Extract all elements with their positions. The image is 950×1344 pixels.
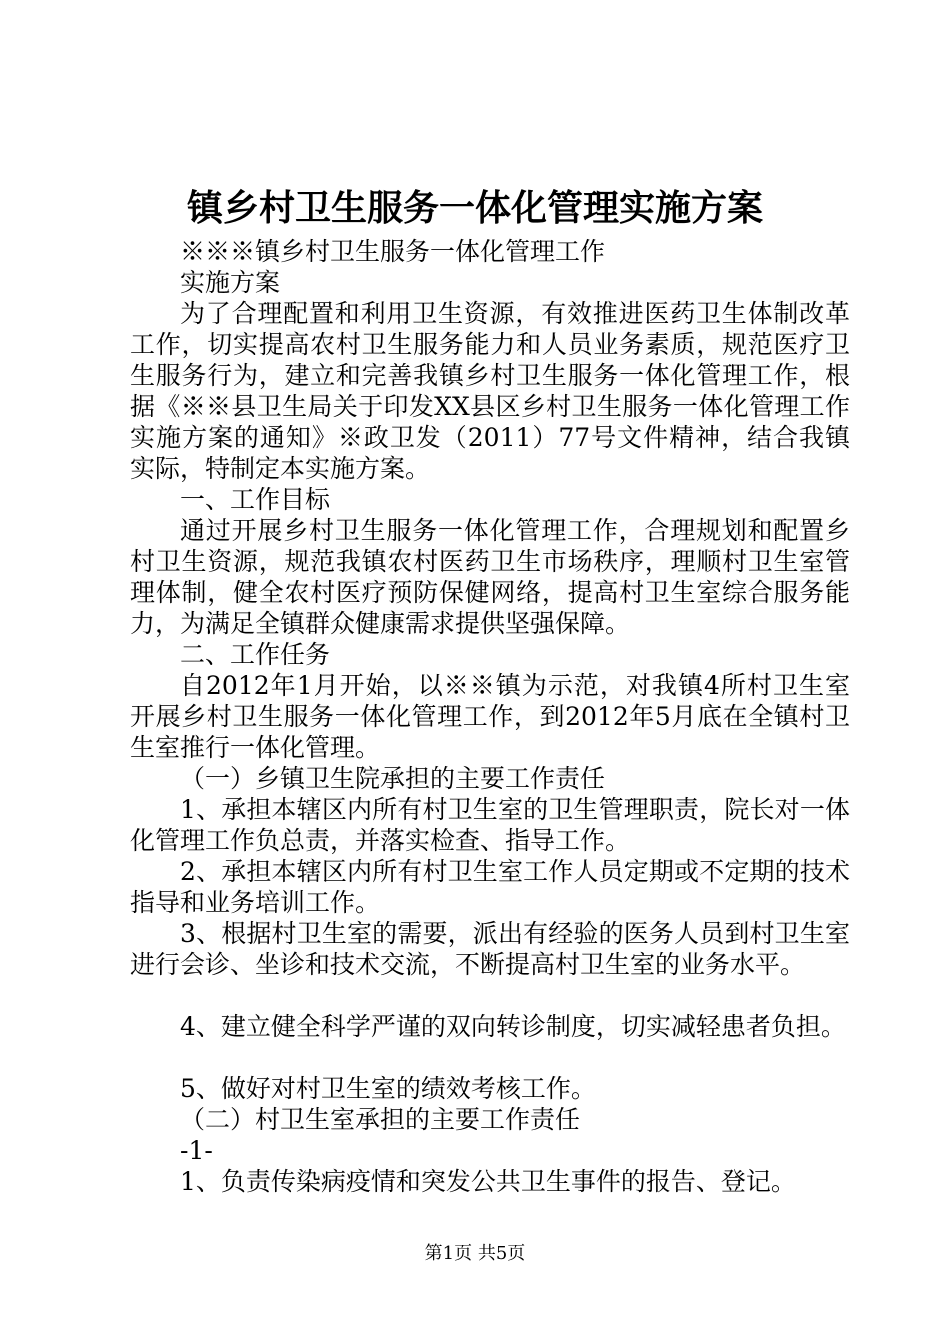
subtitle-line-2: 实施方案: [180, 268, 281, 297]
intro-paragraph: 为了合理配置和利用卫生资源，有效推进医药卫生体制改革工作，切实提高农村卫生服务能力和人员业务素质，规范医疗卫生服务行为，建立和完善我镇乡村卫生服务一体化管理工作，根据《※※县卫生局关于印发XX县区乡村卫生服务一体化管理工作实施方案的通知》※政卫发（2011）77号文件精神，结合我镇实际，特制定本实施方案。: [130, 299, 850, 483]
section-heading-goals: 一、工作目标: [180, 485, 331, 514]
subtitle-line-1: ※※※镇乡村卫生服务一体化管理工作: [180, 237, 606, 266]
list-item: 5、做好对村卫生室的绩效考核工作。: [180, 1074, 596, 1103]
page-marker: -1-: [180, 1136, 213, 1165]
list-item: 3、根据村卫生室的需要，派出有经验的医务人员到村卫生室进行会诊、坐诊和技术交流，不断提高村卫生室的业务水平。: [130, 919, 850, 979]
subsection-heading-township: （一）乡镇卫生院承担的主要工作责任: [180, 764, 606, 793]
section-heading-tasks: 二、工作任务: [180, 640, 331, 669]
document-title: 镇乡村卫生服务一体化管理实施方案: [186, 187, 763, 229]
document-body: [130, 236, 850, 1197]
subsection-heading-village: （二）村卫生室承担的主要工作责任: [180, 1105, 581, 1134]
tasks-paragraph: 自2012年1月开始，以※※镇为示范，对我镇4所村卫生室开展乡村卫生服务一体化管理工作，到2012年5月底在全镇村卫生室推行一体化管理。: [130, 671, 850, 762]
list-item: 1、承担本辖区内所有村卫生室的卫生管理职责，院长对一体化管理工作负总责，并落实检查、指导工作。: [130, 795, 850, 855]
list-item: 2、承担本辖区内所有村卫生室工作人员定期或不定期的技术指导和业务培训工作。: [130, 857, 850, 917]
list-item: 1、负责传染病疫情和突发公共卫生事件的报告、登记。: [180, 1167, 796, 1196]
list-item: 4、建立健全科学严谨的双向转诊制度，切实减轻患者负担。: [180, 1012, 846, 1041]
page-footer: 第1页 共5页: [424, 1243, 526, 1264]
goals-paragraph: 通过开展乡村卫生服务一体化管理工作，合理规划和配置乡村卫生资源，规范我镇农村医药卫生市场秩序，理顺村卫生室管理体制，健全农村医疗预防保健网络，提高村卫生室综合服务能力，为满足全镇群众健康需求提供坚强保障。: [130, 516, 850, 638]
